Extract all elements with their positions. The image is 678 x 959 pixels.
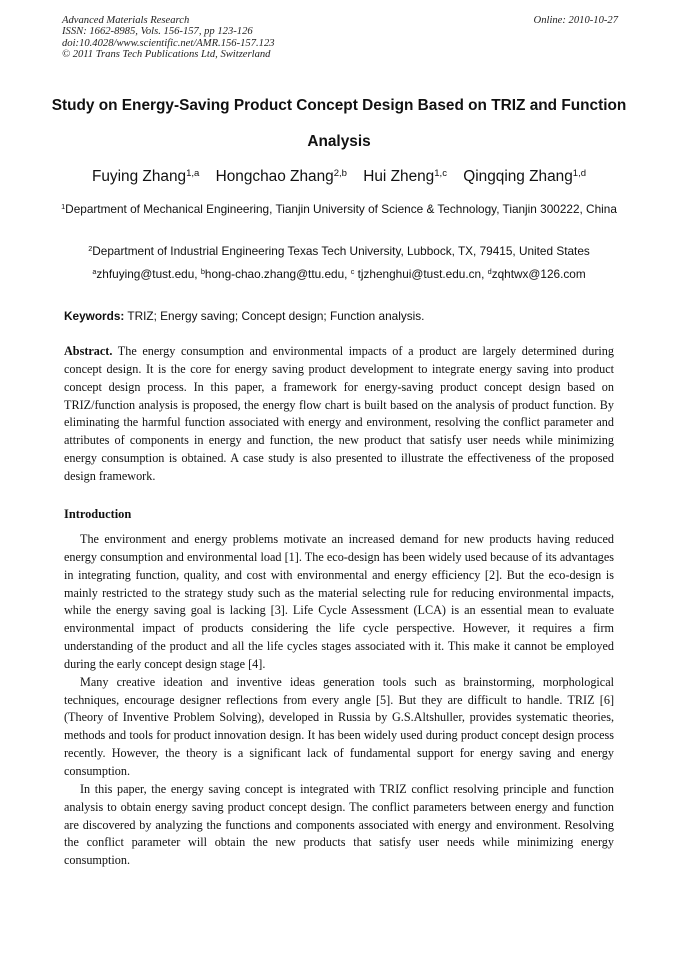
copyright-line: © 2011 Trans Tech Publications Ltd, Switzerland <box>62 49 271 61</box>
affiliation-mark: 2 <box>88 243 93 253</box>
issn-line: ISSN: 1662-8985, Vols. 156-157, pp 123-126 <box>62 26 253 38</box>
section-heading-introduction: Introduction <box>64 507 132 521</box>
author <box>92 167 199 187</box>
email-mark: b <box>200 266 205 276</box>
paper-title: Study on Energy-Saving Product Concept Design Based on TRIZ and Function Analysis <box>51 97 627 150</box>
author-affiliation-mark: 1,a <box>186 167 200 179</box>
doi-line: doi:10.4028/www.scientific.net/AMR.156-157.123 <box>62 37 275 49</box>
author-emails <box>40 266 638 284</box>
email-link[interactable]: zqhtwx@126.com <box>491 267 586 281</box>
affiliation-mark: 1 <box>61 201 66 211</box>
journal-name: Advanced Materials Research <box>62 15 190 26</box>
online-date: Online: 2010-10-27 <box>533 15 618 26</box>
affiliation-text: Department of Mechanical Engineering, Tianjin University of Science & Technology, Tianjin 300222, China <box>65 202 617 216</box>
abstract <box>64 343 614 486</box>
author-affiliation-mark: 1,c <box>434 167 447 179</box>
email-mark: c <box>350 266 355 276</box>
body-paragraph: Many creative ideation and inventive ideas generation tools such as brainstorming, morphological techniques, encourage designer reflections from every angle [5]. But they are difficult to handle. TRIZ [6] (Theory of Inventive Problem Solving), developed in Russia by G.S.Altshuller, provides systematic theories, methods and tools for product innovation design. It has been widely used during product concept design process recently. However, the theory is a significant lack of fundamental support for energy saving and energy consumption. <box>64 674 614 778</box>
email-mark: d <box>487 266 492 276</box>
author-affiliation-mark: 1,d <box>572 167 587 179</box>
author-list <box>40 167 638 187</box>
body-paragraph: In this paper, the energy saving concept is integrated with TRIZ conflict resolving principle and function analysis to obtain energy saving product concept design. The conflict parameters between energy and function are discovered by analyzing the functions and components associated with energy and environment. Resolving the conflict parameter will obtain the new products that satisfy user needs while minimizing energy consumption. <box>64 781 614 868</box>
author <box>216 167 347 187</box>
email-mark: a <box>92 266 97 276</box>
email-link[interactable]: hong-chao.zhang@ttu.edu, <box>204 267 351 281</box>
journal-header <box>62 15 618 61</box>
author-name: Hui Zheng <box>363 168 435 185</box>
email-link[interactable]: zhfuying@tust.edu, <box>96 267 201 281</box>
author-name: Qingqing Zhang <box>463 168 573 185</box>
affiliation-1 <box>52 201 626 219</box>
keywords-label: Keywords: <box>64 309 125 323</box>
author-name: Fuying Zhang <box>91 168 187 185</box>
introduction-body <box>64 531 614 870</box>
keywords <box>64 308 614 325</box>
abstract-text: The energy consumption and environmental impacts of a product are largely determined during concept design. It is the core for energy saving product development to integrate energy saving into product concept design process. In this paper, a framework for energy-saving product concept design based on TRIZ/function analysis is proposed, the energy flow chart is built based on the analysis of product function. By eliminating the harmful function associated with energy and environment, resolving the conflict parameter and attributes of components in energy and function, the new product that satisfy user needs while minimizing energy consumption is obtained. A case study is also presented to illustrate the effectiveness of the proposed design framework. <box>64 344 614 483</box>
author <box>463 167 586 187</box>
abstract-label: Abstract. <box>64 344 113 358</box>
author <box>363 167 447 187</box>
author-name: Hongchao Zhang <box>215 168 334 185</box>
email-link[interactable]: tjzhenghui@tust.edu.cn, <box>354 267 488 281</box>
affiliation-text: Department of Industrial Engineering Texas Tech University, Lubbock, TX, 79415, United States <box>92 244 590 258</box>
body-paragraph: The environment and energy problems motivate an increased demand for new products having reduced energy consumption and environmental load [1]. The eco-design has been widely used because of its advantages in integrating function, quality, and cost with environmental and energy efficiency [2]. But the eco-design is mainly restricted to the strategy study such as the material selecting rule for reducing environmental impacts, while the energy saving goal is lacking [3]. Life Cycle Assessment (LCA) is an essential mean to evaluate environmental impact of products considering the life cycle perspective. However, it requires a firm understanding of the product and all the life cycles stages associated with it. This make it cannot be employed during the early concept design stage [4]. <box>64 532 614 671</box>
keywords-text: TRIZ; Energy saving; Concept design; Function analysis. <box>124 309 425 323</box>
affiliation-2 <box>52 243 626 261</box>
author-affiliation-mark: 2,b <box>333 167 347 179</box>
